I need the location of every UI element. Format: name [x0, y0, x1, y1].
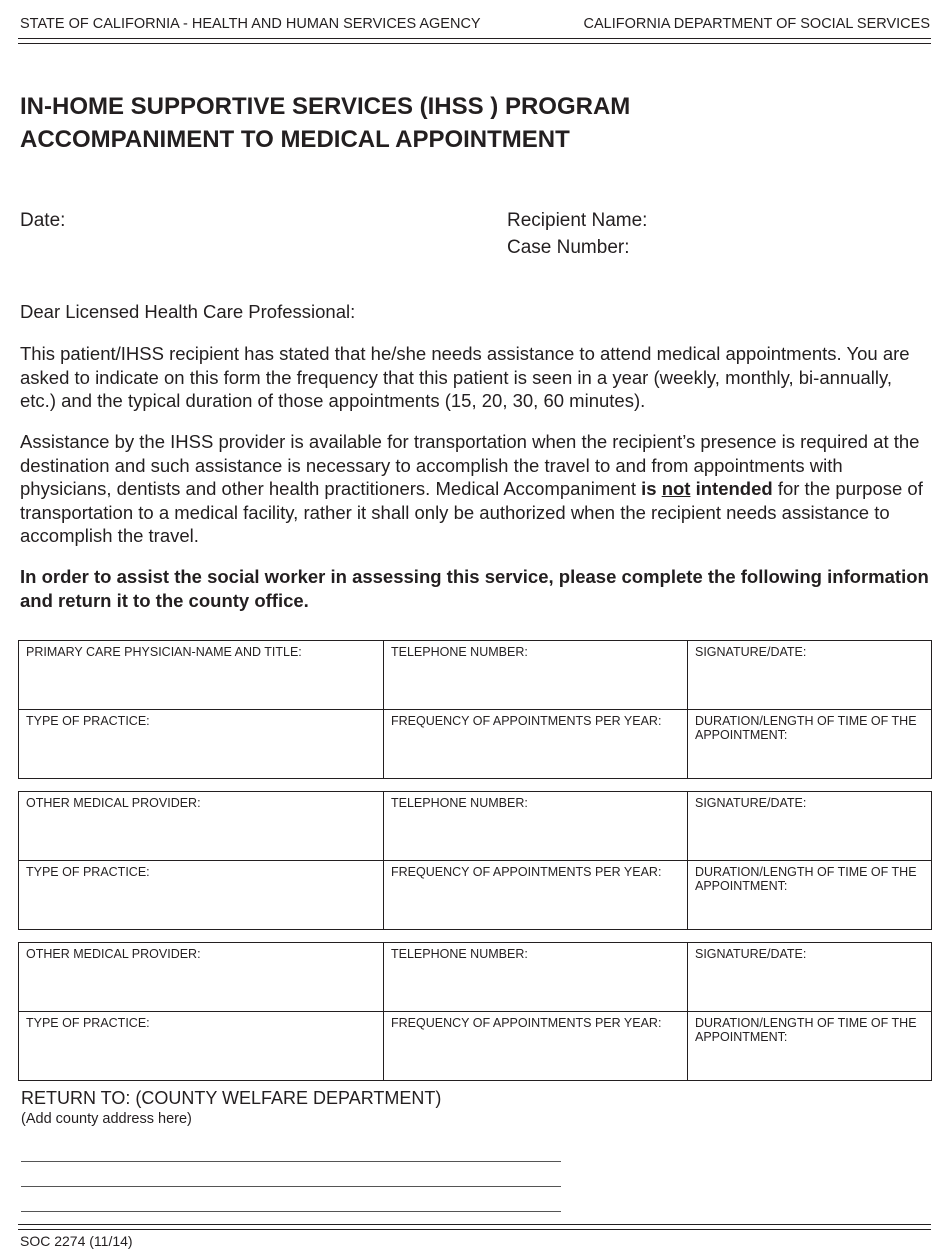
provider-name-cell[interactable]: OTHER MEDICAL PROVIDER:	[19, 943, 384, 1012]
paragraph-2	[20, 430, 930, 548]
address-line-1[interactable]	[21, 1161, 561, 1162]
physician-name-cell[interactable]: PRIMARY CARE PHYSICIAN-NAME AND TITLE:	[19, 641, 384, 710]
provider-table-other-1	[18, 791, 932, 930]
address-line-2[interactable]	[21, 1186, 561, 1187]
department-header: CALIFORNIA DEPARTMENT OF SOCIAL SERVICES	[583, 16, 930, 32]
form-number: SOC 2274 (11/14)	[20, 1233, 133, 1249]
provider-name-cell[interactable]: OTHER MEDICAL PROVIDER:	[19, 792, 384, 861]
agency-header: STATE OF CALIFORNIA - HEALTH AND HUMAN SERVICES AGENCY	[20, 16, 481, 32]
frequency-cell[interactable]: FREQUENCY OF APPOINTMENTS PER YEAR:	[384, 710, 688, 779]
signature-date-cell[interactable]: SIGNATURE/DATE:	[688, 943, 932, 1012]
emphasis-intended: intended	[690, 478, 773, 499]
footer-rule	[18, 1224, 931, 1230]
form-title-line-1: IN-HOME SUPPORTIVE SERVICES (IHSS ) PROGRAM	[20, 93, 631, 120]
header-rule	[18, 38, 931, 44]
case-number-field-label[interactable]: Case Number:	[507, 237, 630, 258]
frequency-cell[interactable]: FREQUENCY OF APPOINTMENTS PER YEAR:	[384, 1012, 688, 1081]
form-title-line-2: ACCOMPANIMENT TO MEDICAL APPOINTMENT	[20, 126, 570, 153]
provider-table-primary	[18, 640, 932, 779]
signature-date-cell[interactable]: SIGNATURE/DATE:	[688, 792, 932, 861]
emphasis-is: is	[641, 478, 662, 499]
paragraph-1-text: This patient/IHSS recipient has stated that he/she needs assistance to attend medical appointments. You are asked to indicate on this form the frequency that this patient is seen in a year (weekly, monthly, bi-annually, etc.) and the typical duration of those appointments (15, 20, 30, 60 minutes).	[20, 343, 910, 411]
recipient-name-field-label[interactable]: Recipient Name:	[507, 210, 648, 231]
paragraph-2-text-b: for the purpose of transportation to a medical facility, rather it shall only be authorized when the recipient needs assistance to accomplish the travel.	[20, 478, 923, 546]
paragraph-1	[20, 342, 930, 413]
telephone-cell[interactable]: TELEPHONE NUMBER:	[384, 943, 688, 1012]
salutation: Dear Licensed Health Care Professional:	[20, 301, 356, 322]
provider-table-other-2	[18, 942, 932, 1081]
instruction-paragraph: In order to assist the social worker in assessing this service, please complete the following information and return it to the county office.	[20, 566, 929, 611]
practice-type-cell[interactable]: TYPE OF PRACTICE:	[19, 861, 384, 930]
duration-cell[interactable]: DURATION/LENGTH OF TIME OF THE APPOINTMENT:	[688, 1012, 932, 1081]
frequency-cell[interactable]: FREQUENCY OF APPOINTMENTS PER YEAR:	[384, 861, 688, 930]
return-to-heading: RETURN TO: (COUNTY WELFARE DEPARTMENT)	[21, 1088, 442, 1108]
telephone-cell[interactable]: TELEPHONE NUMBER:	[384, 792, 688, 861]
address-line-3[interactable]	[21, 1211, 561, 1212]
return-to-note: (Add county address here)	[21, 1111, 192, 1127]
duration-cell[interactable]: DURATION/LENGTH OF TIME OF THE APPOINTMENT:	[688, 710, 932, 779]
practice-type-cell[interactable]: TYPE OF PRACTICE:	[19, 1012, 384, 1081]
duration-cell[interactable]: DURATION/LENGTH OF TIME OF THE APPOINTMENT:	[688, 861, 932, 930]
practice-type-cell[interactable]: TYPE OF PRACTICE:	[19, 710, 384, 779]
telephone-cell[interactable]: TELEPHONE NUMBER:	[384, 641, 688, 710]
paragraph-2-text-a: Assistance by the IHSS provider is available for transportation when the recipient’s presence is required at the destination and such assistance is necessary to accomplish the travel to and from appointments with physicians, dentists and other health practitioners. Medical Accompaniment	[20, 431, 920, 499]
form-title	[20, 90, 630, 156]
emphasis-not: not	[661, 478, 691, 499]
date-field-label[interactable]: Date:	[20, 210, 66, 231]
signature-date-cell[interactable]: SIGNATURE/DATE:	[688, 641, 932, 710]
